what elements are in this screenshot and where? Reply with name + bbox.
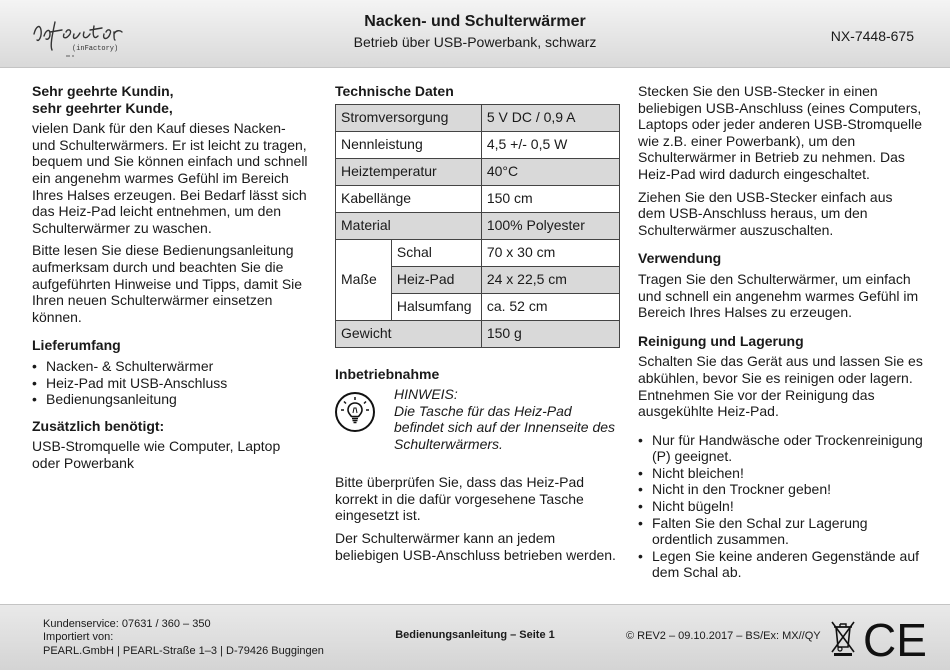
list-item: • Nicht in den Trockner geben! [638,481,923,498]
check-paragraph: Bitte überprüfen Sie, dass das Heiz-Pad korrekt in die dafür vorgesehene Tasche eingesetzt ist. [335,474,585,524]
care-paragraph: Schalten Sie das Gerät aus und lassen Sie es abkühlen, bevor Sie es reinigen oder lagern. Entnehmen Sie vor der Reinigung das ausgekühlte Heiz-Pad. [638,353,923,420]
logo-subtext: (inFactory) [72,45,119,53]
hint-body: Die Tasche für das Heiz-Pad befindet sich auf der Innenseite des Schulterwärmers. [394,402,616,452]
table-row [336,131,620,158]
table-row [336,320,620,347]
intro-paragraph: vielen Dank für den Kauf dieses Nacken- und Schulterwärmers. Er ist leicht zu tragen, bequem und Sie können einfach und schnell ein angenehm warmes Gefühl im Bereich Ihres Halses erzeugen. Bei Bedarf lässt sich das Heiz-Pad leicht entnehmen, um den Schulterwärmer zu waschen. [32,120,308,236]
document-subtitle: Betrieb über USB-Powerbank, schwarz [353,34,597,50]
table-row [336,104,620,131]
list-item: • Nur für Handwäsche oder Trockenreinigung (P) geeignet. [638,432,923,465]
spec-label: Maße [336,239,392,320]
spec-sublabel: Halsumfang [391,293,481,320]
page-footer [0,604,950,670]
spec-value: 150 g [481,320,619,347]
usage-heading: Verwendung [638,250,722,267]
hint-text [394,386,620,452]
hint-title: HINWEIS: [394,386,458,403]
table-row [336,158,620,185]
page-header [0,0,950,68]
read-note-paragraph: Bitte lesen Sie diese Bedienungsanleitung aufmerksam durch und beachten Sie die aufgeführten Hinweise und Tipps, damit Sie Ihren neuen Schulterwärmer einsetzen können. [32,242,303,325]
column-left [32,83,312,477]
scope-list [32,358,312,408]
customer-service: Kundenservice: 07631 / 360 – 350 [43,618,211,630]
spec-label: Gewicht [336,320,482,347]
spec-value: 5 V DC / 0,9 A [481,104,619,131]
tech-data-heading: Technische Daten [335,83,454,99]
usb-paragraph: Der Schulterwärmer kann an jedem beliebigen USB-Anschluss betrieben werden. [335,529,616,563]
column-middle [335,83,620,569]
plug-in-paragraph: Stecken Sie den USB-Stecker in einen beliebigen USB-Anschluss (eines Computers, Laptops oder jeder anderen USB-Stromquelle wie z.B. einer Powerbank), um den Schulterwärmer in Betrieb zu nehmen. Das Heiz-Pad wird dadurch eingeschaltet. [638,83,923,182]
list-item: • Heiz-Pad mit USB-Anschluss [32,375,312,392]
list-item: • Bedienungsanleitung [32,391,312,408]
hint-box [335,386,620,460]
crossed-bin-icon [830,619,856,657]
greeting-line-1: Sehr geehrte Kundin, [32,83,174,99]
list-item: • Nacken- & Schulterwärmer [32,358,312,375]
spec-value: 150 cm [481,185,619,212]
spec-value: 4,5 +/- 0,5 W [481,131,619,158]
greeting [32,83,312,116]
spec-sublabel: Heiz-Pad [391,266,481,293]
table-row [336,212,620,239]
scope-heading: Lieferumfang [32,337,121,354]
setup-heading: Inbetriebnahme [335,365,440,382]
spec-table [335,104,620,348]
list-item: • Legen Sie keine anderen Gegenstände auf dem Schal ab. [638,548,923,581]
ce-mark [862,614,927,666]
spec-value: 100% Polyester [481,212,619,239]
spec-value: ca. 52 cm [481,293,619,320]
list-item: • Falten Sie den Schal zur Lagerung ordentlich zusammen. [638,515,923,548]
article-number: NX-7448-675 [830,28,914,44]
column-right [638,83,923,591]
table-row [336,239,620,266]
imported-by: Importiert von: [43,631,114,644]
spec-label: Heiztemperatur [336,158,482,185]
page-number: Bedienungsanleitung – Seite 1 [395,629,555,641]
required-paragraph: USB-Stromquelle wie Computer, Laptop oder Powerbank [32,438,281,471]
spec-label: Kabellänge [336,185,482,212]
list-item: • Nicht bleichen! [638,465,923,482]
greeting-line-2: sehr geehrter Kunde, [32,99,173,116]
revision-info: © REV2 – 09.10.2017 – BS/Ex: MX//QY [626,630,821,642]
spec-sublabel: Schal [391,239,481,266]
document-title: Nacken- und Schulterwärmer [364,13,586,30]
spec-label: Stromversorgung [336,104,482,131]
spec-value: 40°C [481,158,619,185]
spec-label: Nennleistung [336,131,482,158]
company-address: PEARL.GmbH | PEARL-Straße 1–3 | D-79426 Buggingen [43,644,324,657]
spec-value: 70 x 30 cm [481,239,619,266]
required-heading: Zusätzlich benötigt: [32,417,165,434]
ce-mark-text: CE [863,614,927,666]
spec-label: Material [336,212,482,239]
usage-paragraph: Tragen Sie den Schulterwärmer, um einfach und schnell ein angenehm warmes Gefühl im Bereich Ihres Halses zu erzeugen. [638,270,919,321]
spec-value: 24 x 22,5 cm [481,266,619,293]
table-row [336,185,620,212]
lightbulb-icon [335,392,375,432]
care-heading: Reinigung und Lagerung [638,332,804,349]
care-list [638,432,923,581]
list-item: • Nicht bügeln! [638,498,923,515]
unplug-paragraph: Ziehen Sie den USB-Stecker einfach aus dem USB-Anschluss heraus, um den Schulterwärmer auszuschalten. [638,188,893,238]
